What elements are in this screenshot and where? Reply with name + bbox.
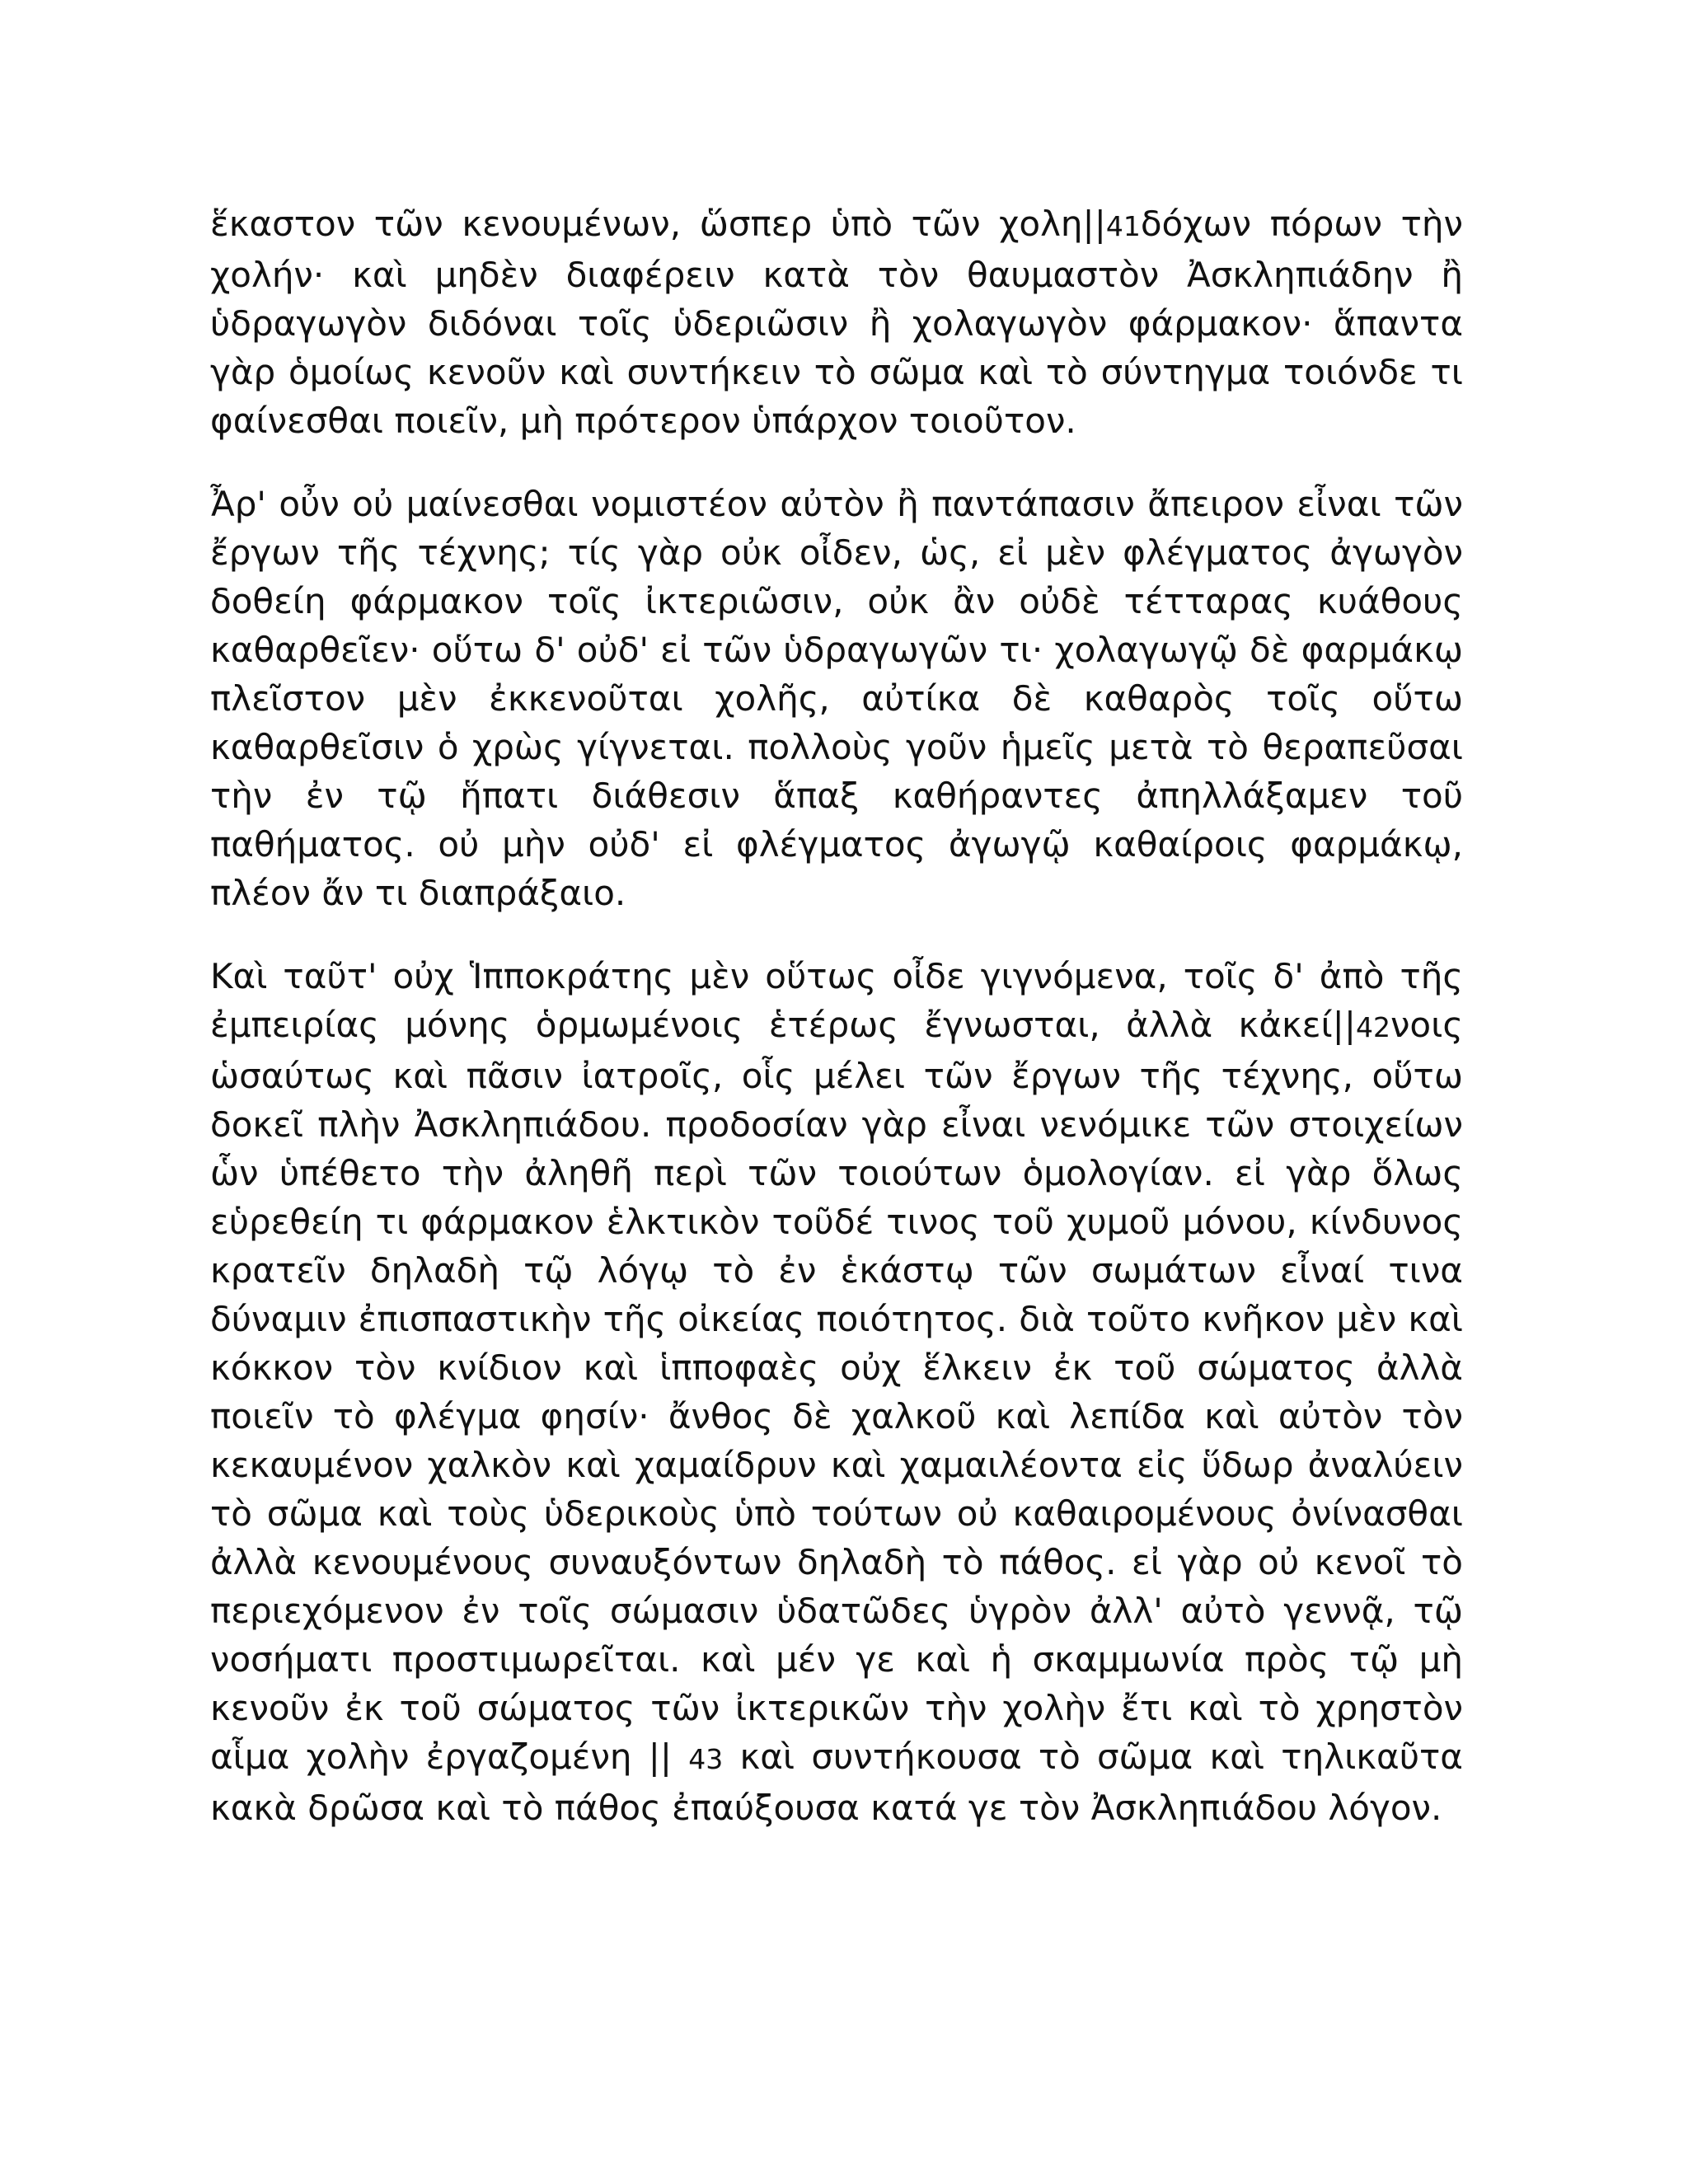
document-page — [210, 199, 1463, 1867]
text-span: Καὶ ταῦτ' οὐχ Ἱπποκράτης μὲν οὕτως οἶδε γιγνόμενα, τοῖς δ' ἀπὸ τῆς ἐμπειρίας μόνης ὁρμωμένοις ἑτέρως ἔγνωσται, ἀλλὰ κἀκεί|| — [210, 956, 1463, 1045]
page-marker: 42 — [1355, 1011, 1390, 1043]
page-marker: 41 — [1105, 210, 1141, 242]
text-span: δόχων πόρων τὴν χολήν· καὶ μηδὲν διαφέρειν κατὰ τὸν θαυμαστὸν Ἀσκληπιάδην ἢ ὑδραγωγὸν διδόναι τοῖς ὑδεριῶσιν ἢ χολαγωγὸν φάρμακον· ἅπαντα γὰρ ὁμοίως κενοῦν καὶ συντήκειν τὸ σῶμα καὶ τὸ σύντηγμα τοιόνδε τι φαίνεσθαι ποιεῖν, μὴ πρότερον ὑπάρχον τοιοῦτον. — [210, 204, 1463, 441]
text-span: Ἆρ' οὖν οὐ μαίνεσθαι νομιστέον αὐτὸν ἢ παντάπασιν ἄπειρον εἶναι τῶν ἔργων τῆς τέχνης; τίς γὰρ οὐκ οἶδεν, ὡς, εἰ μὲν φλέγματος ἀγωγὸν δοθείη φάρμακον τοῖς ἰκτεριῶσιν, οὐκ ἂν οὐδὲ τέτταρας κυάθους καθαρθεῖεν· οὕτω δ' οὐδ' εἰ τῶν ὑδραγωγῶν τι· χολαγωγῷ δὲ φαρμάκῳ πλεῖστον μὲν ἐκκενοῦται χολῆς, αὐτίκα δὲ καθαρὸς τοῖς οὕτω καθαρθεῖσιν ὁ χρὼς γίγνεται. πολλοὺς γοῦν ἡμεῖς μετὰ τὸ θεραπεῦσαι τὴν ἐν τῷ ἥπατι διάθεσιν ἅπαξ καθήραντες ἀπηλλάξαμεν τοῦ παθήματος. οὐ μὴν οὐδ' εἰ φλέγματος ἀγωγῷ καθαίροις φαρμάκῳ, πλέον ἄν τι διαπράξαιο. — [210, 484, 1463, 913]
text-span: νοις ὡσαύτως καὶ πᾶσιν ἰατροῖς, οἷς μέλει τῶν ἔργων τῆς τέχνης, οὕτω δοκεῖ πλὴν Ἀσκληπιάδου. προδοσίαν γὰρ εἶναι νενόμικε τῶν στοιχείων ὧν ὑπέθετο τὴν ἀληθῆ περὶ τῶν τοιούτων ὁμολογίαν. εἰ γὰρ ὅλως εὑρεθείη τι φάρμακον ἑλκτικὸν τοῦδέ τινος τοῦ χυμοῦ μόνου, κίνδυνος κρατεῖν δηλαδὴ τῷ λόγῳ τὸ ἐν ἑκάστῳ τῶν σωμάτων εἶναί τινα δύναμιν ἐπισπαστικὴν τῆς οἰκείας ποιότητος. διὰ τοῦτο κνῆκον μὲν καὶ κόκκον τὸν κνίδιον καὶ ἱπποφαὲς οὐχ ἕλκειν ἐκ τοῦ σώματος ἀλλὰ ποιεῖν τὸ φλέγμα φησίν· ἄνθος δὲ χαλκοῦ καὶ λεπίδα καὶ αὐτὸν τὸν κεκαυμένον χαλκὸν καὶ χαμαίδρυν καὶ χαμαιλέοντα εἰς ὕδωρ ἀναλύειν τὸ σῶμα καὶ τοὺς ὑδερικοὺς ὑπὸ τούτων οὐ καθαιρομένους ὀνίνασθαι ἀλλὰ κενουμένους συναυξόντων δηλαδὴ τὸ πάθος. εἰ γὰρ οὐ κενοῖ τὸ περιεχόμενον ἐν τοῖς σώμασιν ὑδατῶδες ὑγρὸν ἀλλ' αὐτὸ γεννᾷ, τῷ νοσήματι προστιμωρεῖται. καὶ μέν γε καὶ ἡ σκαμμωνία πρὸς τῷ μὴ κενοῦν ἐκ τοῦ σώματος τῶν ἰκτερικῶν τὴν χολὴν ἔτι καὶ τὸ χρηστὸν αἷμα χολὴν ἐργαζομένη || — [210, 1005, 1463, 1777]
text-span: καὶ συντήκουσα τὸ σῶμα καὶ τηλικαῦτα κακὰ δρῶσα καὶ τὸ πάθος ἐπαύξουσα κατά γε τὸν Ἀσκληπιάδου λόγον. — [210, 1736, 1463, 1828]
paragraph — [210, 480, 1463, 917]
page-marker: 43 — [688, 1743, 724, 1775]
text-span: ἕκαστον τῶν κενουμένων, ὥσπερ ὑπὸ τῶν χολη|| — [210, 204, 1106, 244]
paragraph — [210, 952, 1463, 1832]
paragraph — [210, 199, 1463, 445]
